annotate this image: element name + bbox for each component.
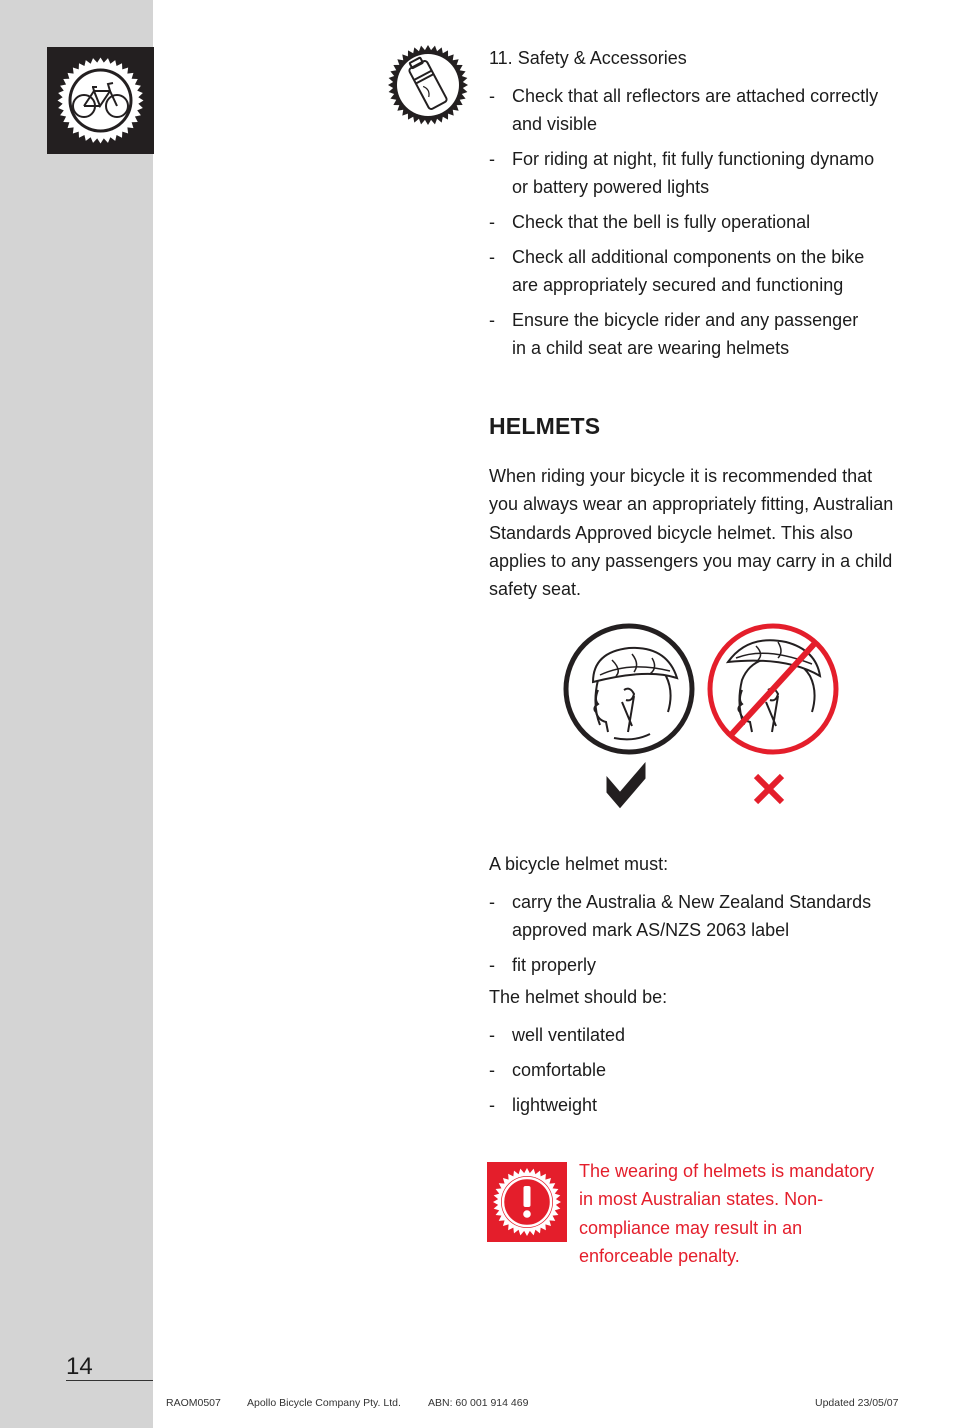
safety-list: [489, 82, 919, 362]
sidebar: [0, 0, 153, 1428]
list-item-text: Ensure the bicycle rider and any passenger: [512, 310, 859, 330]
list-item-text: carry the Australia & New Zealand Standards: [512, 892, 872, 912]
list-item: [489, 1056, 919, 1084]
text-line: in most Australian states. Non-: [579, 1189, 824, 1210]
gear-bottle-icon: [387, 44, 469, 126]
helmets-intro: [489, 462, 919, 603]
text-line: Standards Approved bicycle helmet. This also: [489, 522, 853, 543]
bullet-dash: -: [489, 1025, 495, 1045]
bullet-dash: -: [489, 892, 495, 912]
incorrect-helmet-image: [710, 626, 836, 752]
bicycle-logo-icon: [47, 47, 154, 154]
helmets-section: [489, 412, 919, 603]
checkmark-icon: [608, 766, 644, 806]
bullet-dash: -: [489, 310, 495, 330]
list-item-text: Check all additional components on the bike: [512, 247, 865, 267]
list-item: [489, 82, 919, 138]
list-item: [489, 208, 919, 236]
bullet-dash: -: [489, 86, 495, 106]
text-line: When riding your bicycle it is recommended that: [489, 466, 873, 486]
warning-text: [579, 1157, 909, 1270]
list-item-text: For riding at night, fit fully functioning dynamo: [512, 149, 875, 169]
text-line: you always wear an appropriately fitting, Australian: [489, 494, 894, 515]
list-item-text: Check that all reflectors are attached correctly: [512, 86, 879, 106]
page-number: 14: [66, 1353, 93, 1380]
bullet-dash: -: [489, 212, 495, 232]
helmet-illustration: [560, 620, 846, 810]
list-item-text: and visible: [512, 114, 598, 134]
footer-doc-code: RAOM0507: [166, 1397, 221, 1409]
correct-helmet-image: [566, 626, 692, 752]
page-number-rule: [66, 1380, 153, 1381]
list-item: [489, 243, 919, 299]
list-item-text: lightweight: [512, 1095, 598, 1115]
list-item: [489, 1091, 919, 1119]
list-item: [489, 306, 919, 362]
should-list: [489, 1021, 919, 1119]
bullet-dash: -: [489, 1095, 495, 1115]
list-item: [489, 951, 919, 979]
safety-section: [489, 47, 919, 362]
bullet-dash: -: [489, 149, 495, 169]
must-heading: A bicycle helmet must:: [489, 854, 669, 874]
exclamation-gear-icon: [487, 1162, 567, 1242]
list-item: [489, 1021, 919, 1049]
bullet-dash: -: [489, 247, 495, 267]
list-item-text: in a child seat are wearing helmets: [512, 338, 790, 358]
bullet-dash: -: [489, 1060, 495, 1080]
must-list: [489, 888, 919, 979]
list-item: [489, 888, 919, 944]
list-item-text: or battery powered lights: [512, 177, 710, 197]
text-line: enforceable penalty.: [579, 1245, 740, 1266]
text-line: compliance may result in an: [579, 1217, 803, 1238]
list-item-text: fit properly: [512, 955, 597, 975]
bullet-dash: -: [489, 955, 495, 975]
safety-title: 11. Safety & Accessories: [489, 48, 687, 68]
list-item-text: well ventilated: [512, 1025, 626, 1045]
list-item-text: are appropriately secured and functioning: [512, 275, 844, 295]
list-item: [489, 145, 919, 201]
text-line: safety seat.: [489, 579, 582, 600]
list-item-text: Check that the bell is fully operational: [512, 212, 811, 232]
cross-icon: [756, 776, 782, 802]
list-item-text: approved mark AS/NZS 2063 label: [512, 920, 790, 940]
text-line: applies to any passengers you may carry in a child: [489, 550, 893, 571]
footer-company: Apollo Bicycle Company Pty. Ltd.: [247, 1397, 401, 1409]
footer-updated: Updated 23/05/07: [815, 1397, 899, 1409]
footer-abn: ABN: 60 001 914 469: [428, 1397, 529, 1409]
text-line: The wearing of helmets is mandatory: [579, 1161, 875, 1181]
list-item-text: comfortable: [512, 1060, 607, 1080]
helmet-requirements: [489, 853, 919, 1119]
should-heading: The helmet should be:: [489, 987, 668, 1007]
helmets-heading: HELMETS: [489, 413, 601, 439]
